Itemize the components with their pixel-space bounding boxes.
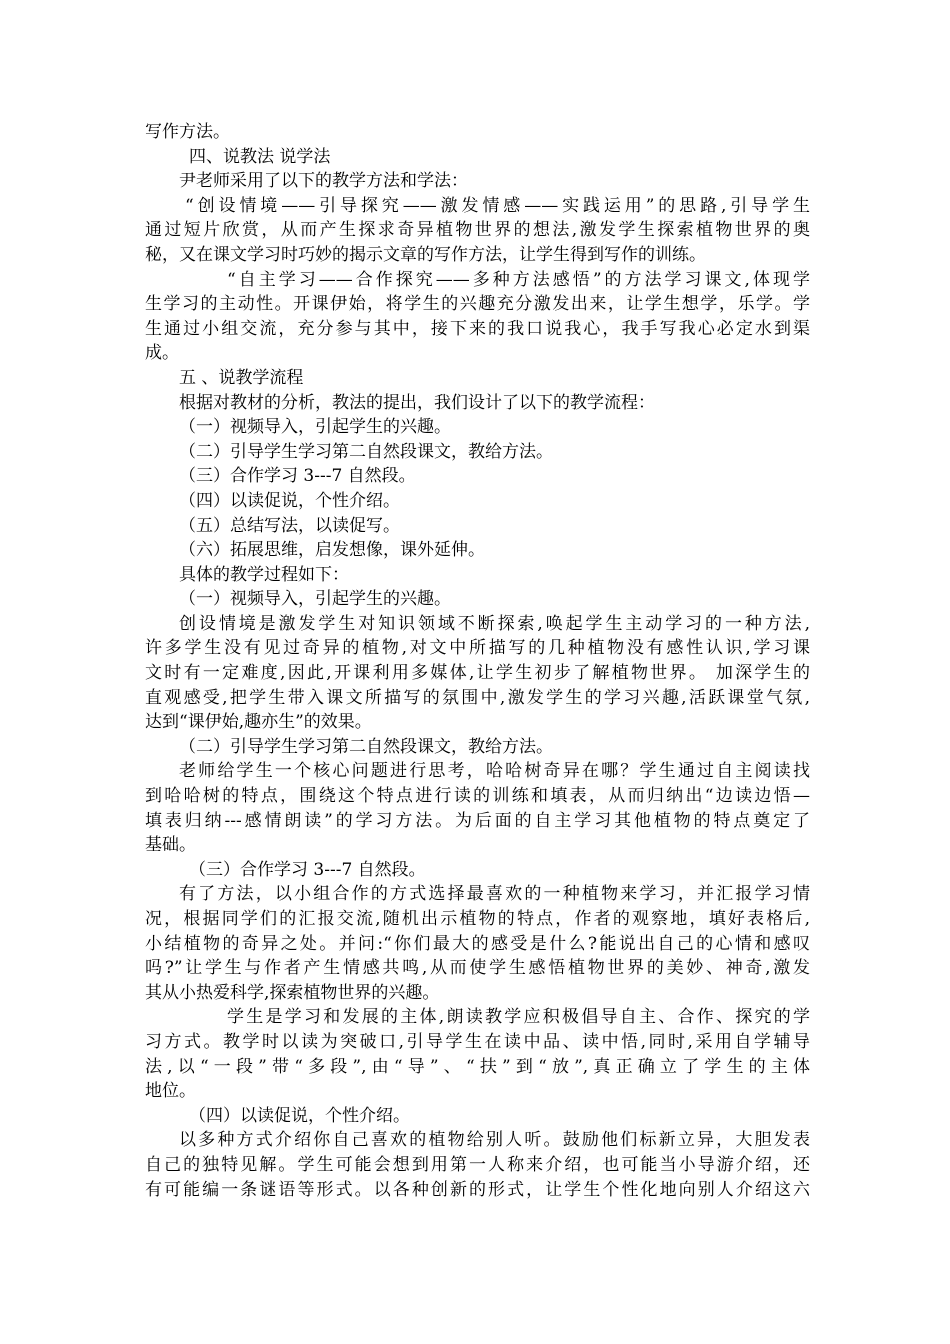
- text-line: 老师给学生一个核心问题进行思考，哈哈树奇异在哪？学生通过自主阅读找: [179, 761, 810, 782]
- subsection-heading: （三）合作学习 3---7 自然段。: [189, 859, 426, 880]
- text-line: 到哈哈树的特点，围绕这个特点进行读的训练和填表，从而归纳出“边读边悟—: [145, 786, 810, 807]
- text-line: “自主学习——合作探究——多种方法感悟”的方法学习课文,体现学: [227, 269, 810, 290]
- text-line: 达到“课伊始,趣亦生”的效果。: [145, 712, 372, 733]
- text-line: “创设情境——引导探究——激发情感——实践运用”的思路,引导学生: [185, 195, 810, 216]
- text-line: 创设情境是激发学生对知识领域不断探索,唤起学生主动学习的一种方法,: [179, 613, 810, 634]
- list-item: （二）引导学生学习第二自然段课文，教给方法。: [179, 441, 553, 462]
- text-line: 文时有一定难度,因此,开课利用多媒体,让学生初步了解植物世界。 加深学生的: [145, 663, 810, 684]
- text-line: 许多学生没有见过奇异的植物,对文中所描写的几种植物没有感性认识,学习课: [145, 638, 810, 659]
- list-item: （五）总结写法，以读促写。: [179, 515, 400, 536]
- text-line: 直观感受,把学生带入课文所描写的氛围中,激发学生的学习兴趣,活跃课堂气氛,: [145, 687, 810, 708]
- text-line: 成。: [145, 343, 179, 364]
- text-line: 况，根据同学们的汇报交流,随机出示植物的特点，作者的观察地，填好表格后,: [145, 909, 810, 929]
- text-line: 根据对教材的分析，教法的提出，我们设计了以下的教学流程：: [179, 392, 655, 413]
- text-line: 尹老师采用了以下的教学方法和学法：: [179, 171, 468, 192]
- section-heading: 四、说教法 说学法: [189, 146, 331, 167]
- text-line: 基础。: [145, 835, 196, 856]
- list-item: （三）合作学习 3---7 自然段。: [179, 466, 416, 487]
- text-line: 吗?”让学生与作者产生情感共鸣,从而使学生感悟植物世界的美妙、神奇,激发: [145, 958, 810, 979]
- list-item: （一）视频导入，引起学生的兴趣。: [179, 417, 451, 438]
- text-line: 有了方法，以小组合作的方式选择最喜欢的一种植物来学习，并汇报学习情: [179, 884, 810, 905]
- text-line: 秘，又在课文学习时巧妙的揭示文章的写作方法，让学生得到写作的训练。: [145, 244, 706, 265]
- text-line: 地位。: [145, 1081, 196, 1102]
- text-line: 法,以“一段”带“多段”,由“导”、“扶”到“放”,真正确立了学生的主体: [145, 1056, 810, 1077]
- text-line: 通过短片欣赏，从而产生探求奇异植物世界的想法,激发学生探索植物世界的奥: [145, 220, 810, 241]
- text-line: 小结植物的奇异之处。并问:“你们最大的感受是什么?能说出自己的心情和感叹: [145, 933, 810, 954]
- text-line: 生通过小组交流，充分参与其中，接下来的我口说我心，我手写我心必定水到渠: [145, 318, 810, 339]
- list-item: （四）以读促说，个性介绍。: [179, 490, 400, 511]
- text-line: 填表归纳---感情朗读”的学习方法。为后面的自主学习其他植物的特点奠定了: [145, 810, 810, 831]
- text-line: 具体的教学过程如下：: [179, 564, 349, 585]
- subsection-heading: （一）视频导入，引起学生的兴趣。: [179, 589, 451, 610]
- text-line: 习方式。教学时以读为突破口,引导学生在读中品、读中悟,同时,采用自学辅导: [145, 1031, 810, 1052]
- text-line: 写作方法。: [145, 122, 230, 142]
- section-heading: 五 、说教学流程: [179, 367, 304, 388]
- text-line: 其从小热爱科学,探索植物世界的兴趣。: [145, 982, 440, 1003]
- text-line: 自己的独特见解。学生可能会想到用第一人称来介绍，也可能当小导游介绍，还: [145, 1154, 810, 1175]
- subsection-heading: （二）引导学生学习第二自然段课文，教给方法。: [179, 736, 553, 757]
- list-item: （六）拓展思维，启发想像，课外延伸。: [179, 540, 485, 561]
- subsection-heading: （四）以读促说，个性介绍。: [189, 1105, 410, 1126]
- text-line: 以多种方式介绍你自己喜欢的植物给别人听。鼓励他们标新立异，大胆发表: [179, 1130, 810, 1151]
- document-page: [145, 120, 810, 1202]
- text-line: 有可能编一条谜语等形式。以各种创新的形式，让学生个性化地向别人介绍这六: [145, 1179, 810, 1200]
- text-line: 学生是学习和发展的主体,朗读教学应积极倡导自主、合作、探究的学: [227, 1007, 810, 1028]
- text-line: 生学习的主动性。开课伊始，将学生的兴趣充分激发出来，让学生想学，乐学。学: [145, 294, 810, 315]
